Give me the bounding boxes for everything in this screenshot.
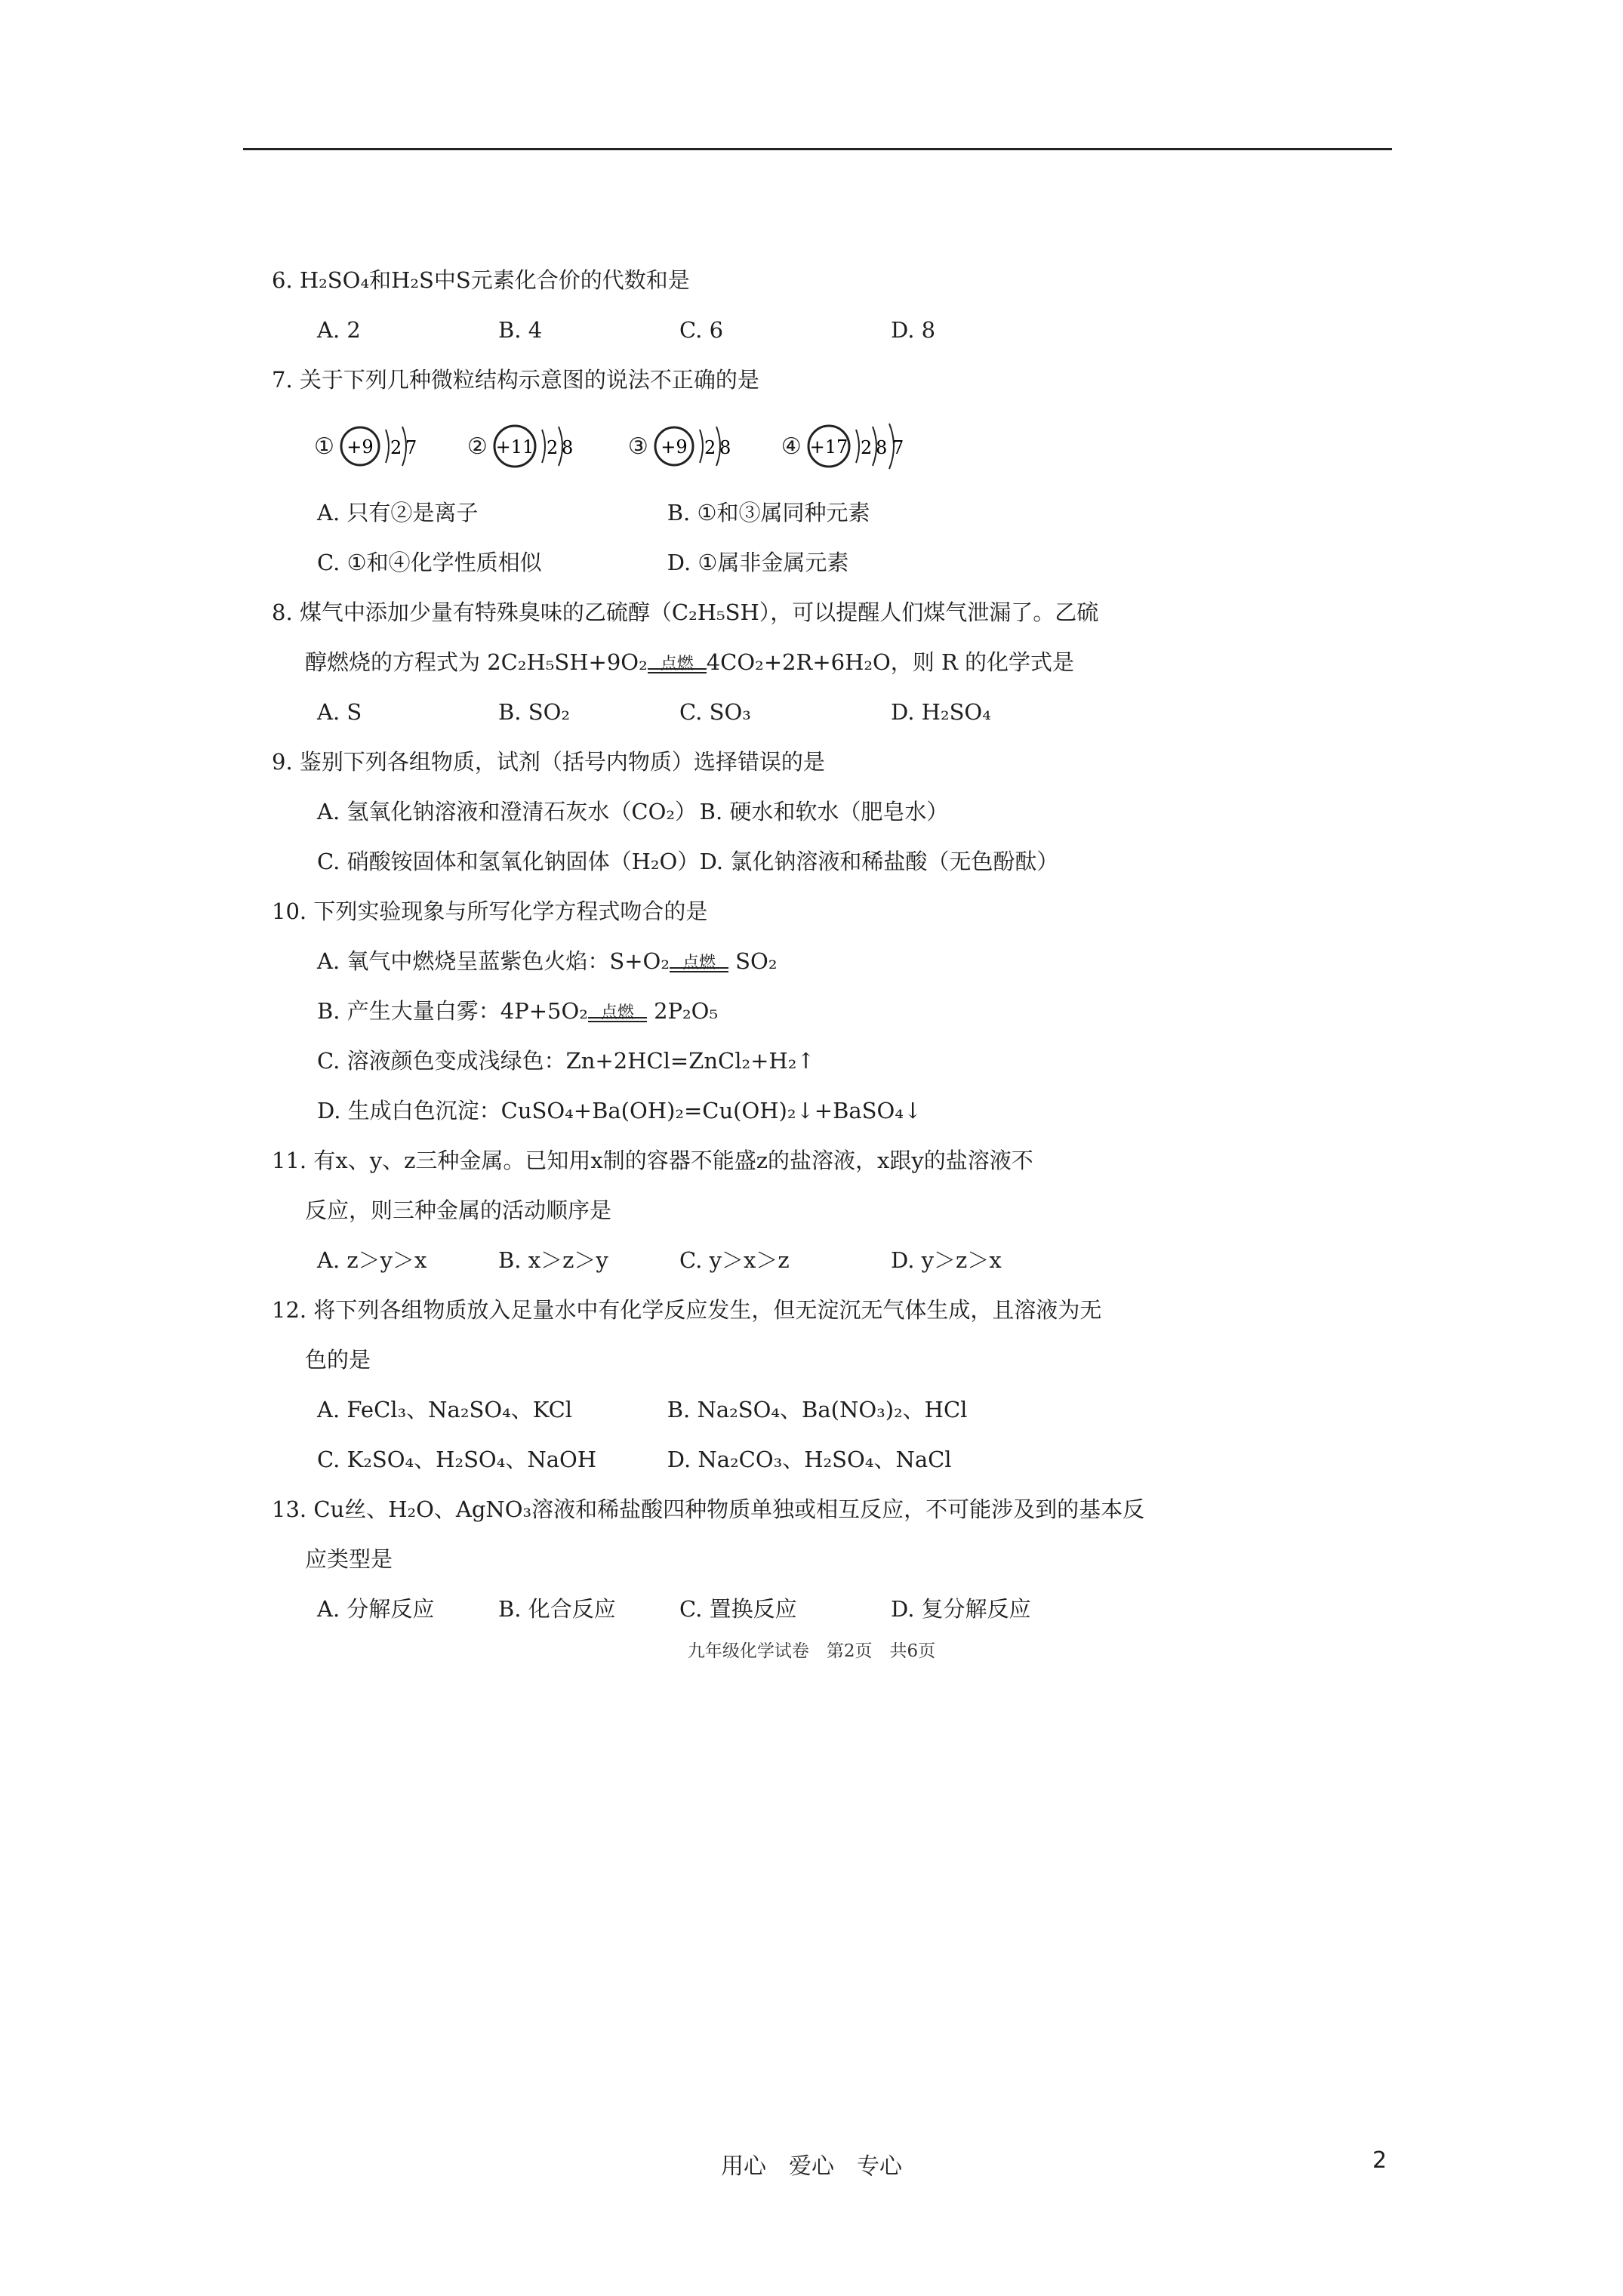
option-d: D. H₂SO₄ [891,699,991,725]
shell-3: 7 [892,437,904,458]
question-10 [272,886,1178,936]
atom-diagram-3 [628,416,736,476]
option-a: A. 只有②是离子 [317,500,479,525]
option-d: D. 复分解反应 [891,1596,1031,1622]
question-7-options-row-2 [272,538,1178,587]
option-a-product: SO₂ [735,948,778,974]
option-d: D. Na₂CO₃、H₂SO₄、NaCl [667,1447,952,1472]
question-7 [272,355,1178,405]
reaction-condition [588,1000,647,1036]
nucleus-charge: +17 [809,436,848,458]
question-10-option-c: C. 溶液颜色变成浅绿色：Zn+2HCl=ZnCl₂+H₂↑ [317,1048,815,1074]
option-b: B. SO₂ [498,699,571,725]
question-11-cont: 反应，则三种金属的活动顺序是 [305,1197,612,1223]
atom-diagram-2 [467,416,583,476]
option-d: D. ①属非金属元素 [667,550,849,575]
question-9-options-row-1 [272,787,1178,837]
question-10-stem: 10. 下列实验现象与所写化学方程式吻合的是 [272,898,708,924]
question-8 [272,587,1178,687]
question-7-stem: 7. 关于下列几种微粒结构示意图的说法不正确的是 [272,367,759,393]
question-9-stem: 9. 鉴别下列各组物质，试剂（括号内物质）选择错误的是 [272,749,825,775]
option-b-product: 2P₂O₅ [654,998,719,1024]
question-11-stem: 11. 有x、y、z三种金属。已知用x制的容器不能盛z的盐溶液，x跟y的盐溶液不 [272,1148,1033,1173]
shell-2: 7 [405,437,417,458]
option-b: B. 4 [498,317,543,343]
question-10-option-a [272,936,1178,986]
question-12-cont: 色的是 [305,1347,371,1373]
atom-diagram-4 [781,416,912,476]
option-b: B. 硬水和软水（肥皂水） [699,799,949,824]
atom-index: ① [314,433,334,460]
shell-2: 8 [875,437,887,458]
option-a: A. 2 [317,317,361,343]
option-d: D. 氯化钠溶液和稀盐酸（无色酚酞） [699,849,1059,874]
header-rule [243,148,1392,150]
option-b: B. Na₂SO₄、Ba(NO₃)₂、HCl [667,1397,968,1422]
question-12 [272,1285,1178,1385]
question-6-options [272,305,1178,355]
shell-2: 8 [719,437,731,458]
atom-structure-icon [653,416,736,476]
reaction-condition [670,951,728,986]
question-11-options [272,1235,1178,1285]
question-12-options-row-1 [272,1385,1178,1435]
option-c: C. 硝酸铵固体和氢氧化钠固体（H₂O） [317,849,700,874]
shell-1: 2 [860,437,872,458]
shell-1: 2 [390,437,402,458]
option-b-text: B. 产生大量白雾：4P+5O₂ [317,998,588,1024]
atom-index: ④ [781,433,802,460]
option-a: A. 氢氧化钠溶液和澄清石灰水（CO₂） [317,799,697,824]
question-8-options [272,687,1178,737]
option-a: A. z＞y＞x [317,1247,427,1273]
condition-label: 点燃 [682,954,716,972]
reaction-condition [648,652,707,687]
question-8-stem: 8. 煤气中添加少量有特殊臭味的乙硫醇（C₂H₅SH），可以提醒人们煤气泄漏了。乙硫 [272,599,1099,625]
condition-label: 点燃 [600,1003,634,1022]
question-10-option-d: D. 生成白色沉淀：CuSO₄+Ba(OH)₂=Cu(OH)₂↓+BaSO₄↓ [317,1098,922,1123]
question-6 [272,255,1178,305]
option-a-text: A. 氧气中燃烧呈蓝紫色火焰：S+O₂ [317,948,670,974]
condition-label: 点燃 [660,655,694,673]
atom-index: ③ [627,433,648,460]
page-motto: 用心 爱心 专心 [721,2153,902,2180]
option-a: A. FeCl₃、Na₂SO₄、KCl [317,1397,573,1422]
question-13-stem: 13. Cu丝、H₂O、AgNO₃溶液和稀盐酸四种物质单独或相互反应，不可能涉及到的基本反 [272,1496,1145,1522]
question-9 [272,737,1178,787]
page-number: 2 [1372,2147,1387,2174]
question-6-stem: 6. H₂SO₄和H₂S中S元素化合价的代数和是 [272,267,690,293]
question-10-option-b [272,986,1178,1036]
shell-1: 2 [704,437,716,458]
atom-structure-icon [492,416,583,476]
option-c: C. 6 [679,317,724,343]
equation-products: 4CO₂+2R+6H₂O，则 R 的化学式是 [706,649,1075,675]
exam-page-footer: 九年级化学试卷 第2页 共6页 [687,1641,936,1661]
atom-structure-icon [339,416,422,476]
option-c: C. 置换反应 [679,1596,797,1622]
question-7-options-row-1 [272,488,1178,538]
option-b: B. ①和③属同种元素 [667,500,870,525]
question-12-options-row-2 [272,1435,1178,1484]
atom-structure-diagrams [272,405,1178,488]
question-13 [272,1484,1178,1584]
atom-structure-icon [806,416,912,476]
option-b: B. x＞z＞y [498,1247,608,1273]
atom-index: ② [467,433,488,460]
option-a: A. S [317,699,362,725]
nucleus-charge: +9 [661,436,688,458]
option-c: C. ①和④化学性质相似 [317,550,542,575]
option-d: D. y＞z＞x [891,1247,1002,1273]
question-12-stem: 12. 将下列各组物质放入足量水中有化学反应发生，但无淀沉无气体生成，且溶液为无 [272,1297,1102,1323]
question-8-equation [272,637,1178,687]
question-9-options-row-2 [272,837,1178,886]
option-d: D. 8 [891,317,936,343]
option-c: C. K₂SO₄、H₂SO₄、NaOH [317,1447,597,1472]
question-13-options [272,1584,1178,1634]
shell-1: 2 [546,437,559,458]
exam-content [272,255,1178,1634]
atom-diagram-1 [314,416,422,476]
question-13-cont: 应类型是 [305,1546,393,1572]
nucleus-charge: +9 [346,436,374,458]
option-c: C. y＞x＞z [679,1247,790,1273]
shell-2: 8 [561,437,574,458]
nucleus-charge: +11 [495,436,534,458]
option-a: A. 分解反应 [317,1596,435,1622]
option-b: B. 化合反应 [498,1596,616,1622]
equation-reactants: 醇燃烧的方程式为 2C₂H₅SH+9O₂ [305,649,648,675]
question-11 [272,1136,1178,1235]
option-c: C. SO₃ [679,699,751,725]
